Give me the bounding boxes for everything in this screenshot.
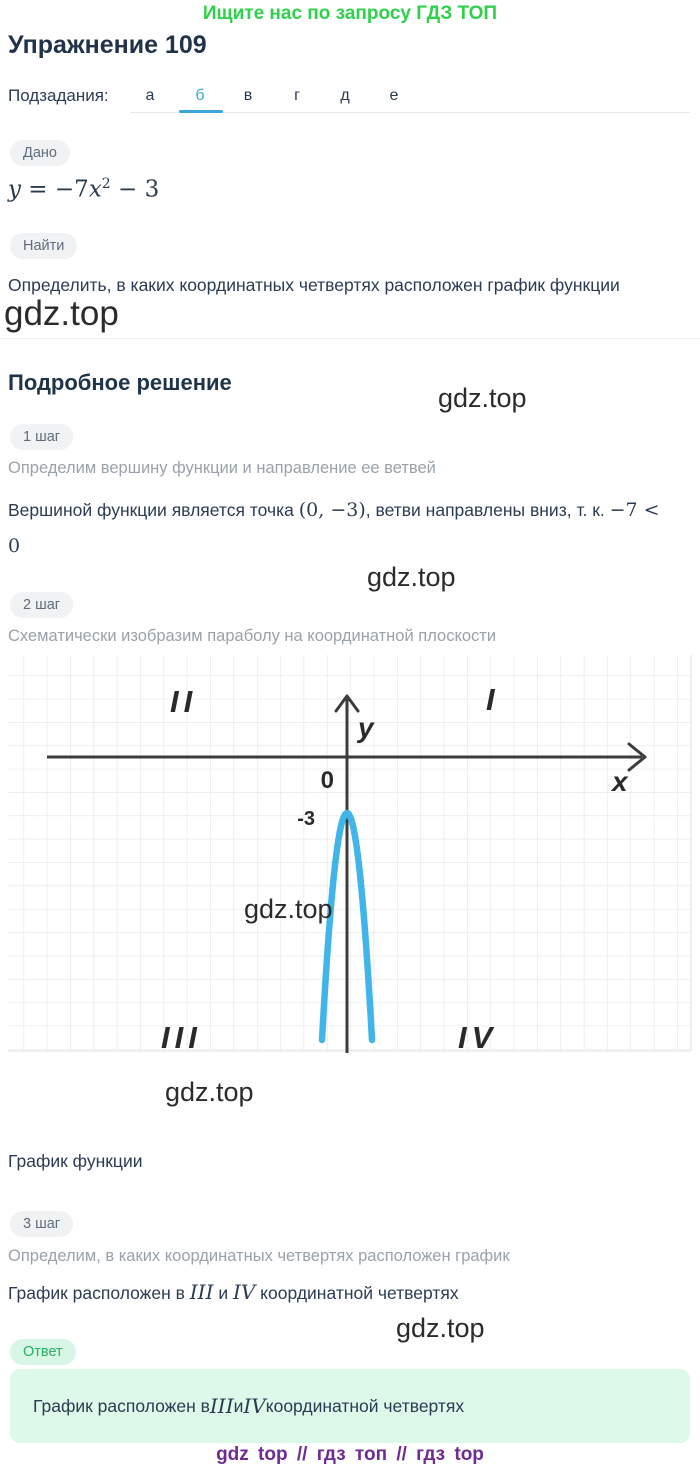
- tab-v[interactable]: в: [243, 87, 253, 104]
- step2-badge: 2 шаг: [10, 592, 73, 618]
- step3-result-text: координатной четвертях: [255, 1283, 459, 1303]
- solution-heading: Подробное решение: [8, 370, 232, 395]
- step3-result-text: График расположен в: [8, 1283, 190, 1303]
- find-badge: Найти: [10, 233, 77, 259]
- section-divider: [0, 338, 700, 339]
- formula-var-x: x: [88, 176, 102, 203]
- formula-eq: = −7: [21, 176, 89, 203]
- step3-description: Определим, в каких координатных четвертях расположен график: [8, 1247, 510, 1265]
- parabola-plot: [0, 652, 700, 1056]
- zero-math: 0: [8, 535, 21, 557]
- tab-e[interactable]: е: [389, 87, 399, 104]
- quadrant-3-label: III: [161, 1020, 202, 1055]
- vertex-point-math: (0, −3): [298, 499, 366, 521]
- tab-a[interactable]: а: [145, 87, 155, 104]
- quadrant-2-label: II: [170, 684, 198, 719]
- answer-text: График расположен в: [33, 1395, 210, 1416]
- quadrant-3-roman: III: [209, 1394, 234, 1418]
- answer-text: и: [233, 1395, 244, 1416]
- promo-banner: Ищите нас по запросу ГДЗ ТОП: [202, 3, 498, 24]
- watermark-text: gdz.top: [438, 383, 527, 413]
- watermark-text: gdz.top: [367, 562, 456, 592]
- formula-exponent: 2: [101, 176, 111, 192]
- step2-description: Схематически изобразим параболу на координатной плоскости: [8, 627, 497, 645]
- grid-background: [8, 655, 691, 1051]
- given-formula: [8, 176, 159, 203]
- watermark-text: gdz.top: [244, 894, 333, 924]
- step1-result: [8, 492, 698, 564]
- quadrant-4-roman: IV: [232, 1280, 256, 1304]
- step1-badge: 1 шаг: [10, 424, 73, 450]
- page-title: Упражнение 109: [8, 31, 207, 59]
- y-axis-label: y: [358, 712, 374, 743]
- watermark-text: gdz.top: [396, 1313, 485, 1343]
- task-text: Определить, в каких координатных четвертях расположен график функции: [8, 275, 620, 295]
- tab-d[interactable]: д: [340, 87, 350, 104]
- formula-tail: − 3: [110, 176, 160, 203]
- active-tab-indicator: [179, 110, 223, 113]
- x-axis-label: x: [612, 766, 628, 797]
- step3-result: [8, 1280, 459, 1304]
- watermark-text: gdz.top: [4, 294, 119, 333]
- vertex-tick-label: -3: [297, 808, 315, 830]
- answer-box: [10, 1369, 690, 1443]
- step3-badge: 3 шаг: [10, 1211, 73, 1237]
- footer-links[interactable]: gdz top // гдз топ // гдз top: [216, 1444, 484, 1465]
- watermark-text: gdz.top: [165, 1077, 254, 1107]
- answer-badge: Ответ: [10, 1339, 76, 1365]
- step1-description: Определим вершину функции и направление ее ветвей: [8, 459, 436, 477]
- answer-text: координатной четвертях: [265, 1395, 465, 1416]
- quadrant-1-label: I: [486, 682, 500, 717]
- given-badge: Дано: [10, 140, 70, 166]
- formula-var-y: y: [8, 176, 21, 203]
- quadrant-3-roman: III: [189, 1280, 214, 1304]
- step1-result-text: Вершиной функции является точка: [8, 500, 299, 520]
- coefficient-math: −7 <: [609, 499, 660, 521]
- graph-caption: График функции: [8, 1151, 143, 1171]
- origin-label: 0: [320, 767, 334, 794]
- tab-b-active[interactable]: б: [195, 87, 205, 104]
- step3-result-text: и: [213, 1283, 233, 1303]
- step1-result-text: , ветви направлены вниз, т. к.: [365, 500, 610, 520]
- subtasks-label: Подзадания:: [8, 86, 109, 105]
- quadrant-4-roman: IV: [243, 1394, 266, 1418]
- tab-g[interactable]: г: [294, 87, 300, 104]
- quadrant-4-label: IV: [458, 1020, 498, 1055]
